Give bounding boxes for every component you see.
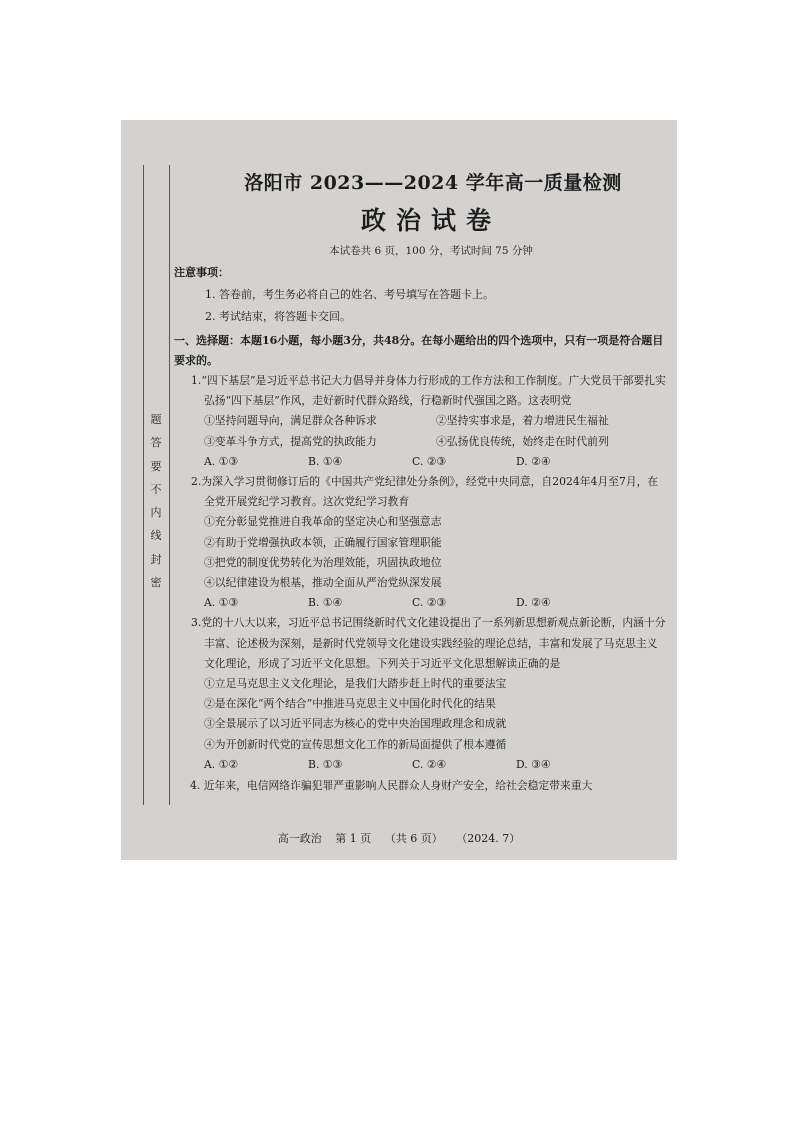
statement-option: ②坚持实事求是，着力增进民生福祉 [436,414,609,428]
statement-option: ②有助于党增强执政本领，正确履行国家管理职能 [204,535,442,549]
answer-choices [174,755,668,775]
question-text: “四下基层”是习近平总书记大力倡导并身体力行形成的工作方法和工作制度。广大党员干部要扎实弘扬“四下基层”作风，走好新时代群众路线，行稳新时代强国之路。这表明党 [201,374,666,408]
seal-char: 封 [150,552,162,566]
question-2 [174,472,668,613]
answer-choice: C. ②③ [412,596,447,610]
statement-option: ②是在深化“两个结合”中推进马克思主义中国化时代化的结果 [204,697,496,711]
exam-info: 本试卷共 6 页，100 分，考试时间 75 分钟 [329,245,533,257]
question-4-partial: 4. 近年来，电信网络诈骗犯罪严重影响人民群众人身财产安全，给社会稳定带来重大 [190,779,593,793]
statement-option: ④为开创新时代党的宣传思想文化工作的新局面提供了根本遵循 [204,737,507,751]
exam-photo [121,120,677,860]
statement-option: ①充分彰显党推进自我革命的坚定决心和坚强意志 [204,515,442,529]
answer-choice: D. ②④ [516,454,551,468]
footer-subject: 高一政治 [277,832,322,845]
answer-choice: A. ①③ [204,454,239,468]
statement-options [174,411,668,451]
statement-option: ①坚持问题导向，满足群众各种诉求 [204,414,377,428]
footer-page: 第 1 页 [335,832,372,845]
answer-choice: C. ②③ [412,454,447,468]
exam-content [174,168,668,795]
question-number: 3. [191,616,202,630]
seal-char: 题 [150,413,162,426]
seal-char: 密 [150,576,162,590]
answer-choice: D. ③④ [516,757,551,771]
seal-char: 不 [150,482,162,496]
answer-choice: B. ①④ [308,454,343,468]
notes-label: 注意事项： [174,266,229,279]
binding-line-inner [169,165,170,805]
footer-total: （共 6 页） [384,832,443,845]
seal-char: 线 [150,529,162,543]
question-text: 为深入学习贯彻修订后的《中国共产党纪律处分条例》，经党中央同意，自2024年4月至7月，在全党开展党纪学习教育。这次党纪学习教育 [201,475,659,509]
footer-date: （2024. 7） [456,832,521,845]
seal-char: 内 [150,506,162,520]
question-stem [174,371,668,411]
note-item: 1. 答卷前，考生务必将自己的姓名、考号填写在答题卡上。 [205,288,494,301]
note-item: 2. 考试结束，将答题卡交回。 [205,310,351,323]
statement-option: ④以纪律建设为根基，推动全面从严治党纵深发展 [204,576,442,590]
statement-option: ④弘扬优良传统，始终走在时代前列 [436,434,609,448]
question-number: 1. [191,374,202,387]
section-heading: 一、选择题：本题16小题，每小题3分，共48分。在每小题给出的四个选项中，只有一项是符合题目要求的。 [174,334,664,367]
answer-choice: C. ②④ [412,757,447,771]
statement-option: ③把党的制度优势转化为治理效能，巩固执政地位 [204,555,442,569]
question-stem [174,472,668,512]
question-stem [174,613,668,674]
page-footer [121,830,677,846]
answer-choice: D. ②④ [516,596,551,610]
question-1 [174,371,668,472]
answer-choice: A. ①② [204,757,239,771]
question-3 [174,613,668,775]
answer-choices [174,593,668,613]
seal-line-text [147,408,165,594]
answer-choice: B. ①④ [308,596,343,610]
answer-choice: A. ①③ [204,596,239,610]
question-number: 2. [191,475,202,489]
binding-line-outer [143,165,144,805]
answer-choice: B. ①③ [308,757,343,771]
answer-choices [174,452,668,472]
exam-title-subject: 政治试卷 [360,206,501,235]
statement-option: ①立足马克思主义文化理论，是我们大踏步赶上时代的重要法宝 [204,677,507,691]
question-text: 党的十八大以来，习近平总书记围绕新时代文化建设提出了一系列新思想新观点新论断，内涵十分丰富、论述极为深刻，是新时代党领导文化建设实践经验的理论总结，丰富和发展了马克思主义文化理论，形成了习近平文化思想。下列关于习近平文化思想解读正确的是 [201,616,666,670]
seal-char: 答 [150,436,162,450]
seal-char: 要 [150,459,162,473]
statement-option: ③变革斗争方式，提高党的执政能力 [204,434,377,448]
statement-option: ③全景展示了以习近平同志为核心的党中央治国理政理念和成就 [204,717,507,731]
exam-title-line1: 洛阳市 2023——2024 学年高一质量检测 [244,172,622,194]
